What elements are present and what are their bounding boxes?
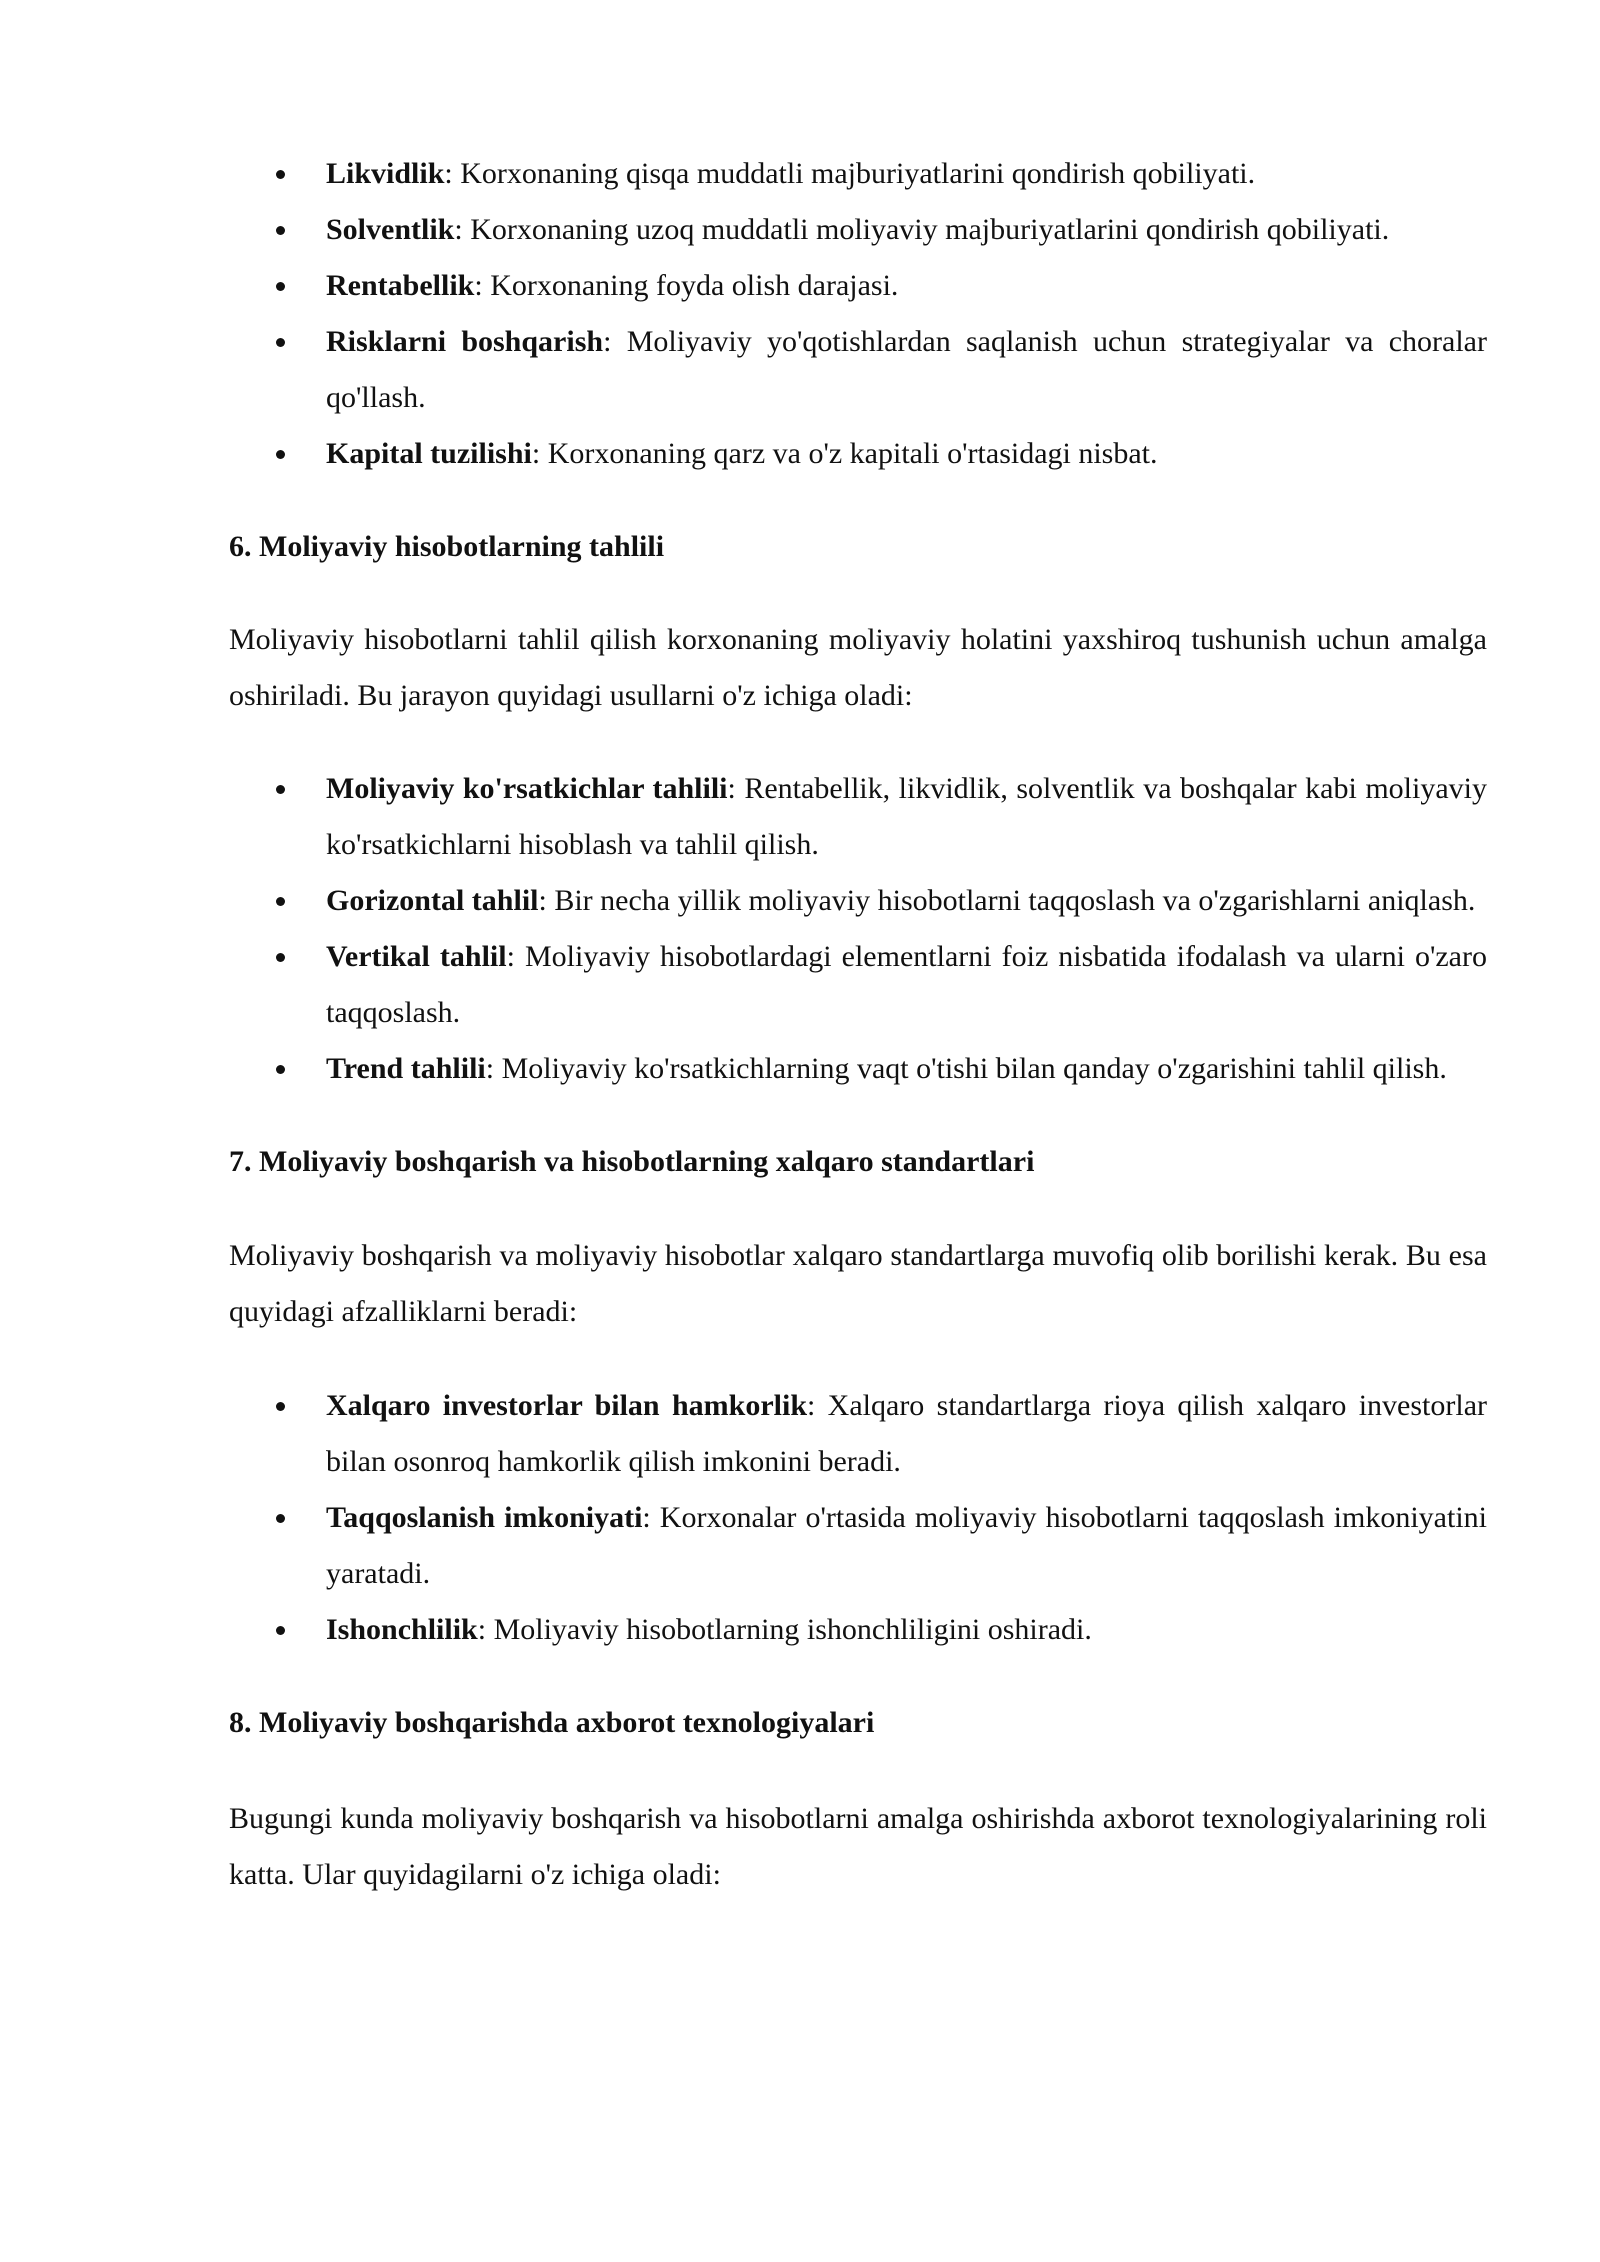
bullet-list-benefits (229, 1378, 1487, 1658)
list-item (229, 314, 1487, 426)
term: Kapital tuzilishi (326, 437, 532, 470)
bullet-list-analysis (229, 761, 1487, 1097)
section-7-intro: Moliyaviy boshqarish va moliyaviy hisobotlar xalqaro standartlarga muvofiq olib borilishi kerak. Bu esa quyidagi afzalliklarni beradi: (229, 1239, 1487, 1328)
list-item (229, 1490, 1487, 1602)
section-6-heading: 6. Moliyaviy hisobotlarning tahlili (229, 530, 665, 563)
bullet-icon (276, 1402, 285, 1411)
list-item (229, 873, 1487, 929)
bullet-list-ratios (229, 146, 1487, 482)
term: Solventlik (326, 213, 455, 246)
list-item (229, 1041, 1487, 1097)
list-item (229, 426, 1487, 482)
term: Trend tahlili (326, 1052, 486, 1085)
bullet-icon (276, 282, 285, 291)
definition: : Korxonaning uzoq muddatli moliyaviy majburiyatlarini qondirish qobiliyati. (454, 213, 1390, 246)
definition: : Korxonaning qisqa muddatli majburiyatlarini qondirish qobiliyati. (444, 157, 1256, 190)
section-8-heading: 8. Moliyaviy boshqarishda axborot texnologiyalari (229, 1706, 875, 1739)
list-item (229, 1602, 1487, 1658)
bullet-icon (276, 1514, 285, 1523)
definition: : Moliyaviy ko'rsatkichlarning vaqt o'tishi bilan qanday o'zgarishini tahlil qilish. (485, 1052, 1447, 1085)
bullet-icon (276, 953, 285, 962)
term: Moliyaviy ko'rsatkichlar tahlili (326, 772, 728, 805)
definition: : Rentabellik, likvidlik, solventlik va boshqalar kabi moliyaviy ko'rsatkichlarni hisoblash va tahlil qilish. (326, 772, 1487, 861)
bullet-icon (276, 450, 285, 459)
bullet-icon (276, 1626, 285, 1635)
list-item (229, 929, 1487, 1041)
term: Gorizontal tahlil (326, 884, 539, 917)
term: Risklarni boshqarish (326, 325, 604, 358)
list-item (229, 258, 1487, 314)
list-item (229, 1378, 1487, 1490)
definition: : Moliyaviy hisobotlarning ishonchliligini oshiradi. (477, 1613, 1092, 1646)
definition: : Korxonalar o'rtasida moliyaviy hisobotlarni taqqoslash imkoniyatini yaratadi. (326, 1501, 1487, 1590)
term: Vertikal tahlil (326, 940, 507, 973)
term: Ishonchlilik (326, 1613, 478, 1646)
definition: : Bir necha yillik moliyaviy hisobotlarni taqqoslash va o'zgarishlarni aniqlash. (538, 884, 1476, 917)
document-page (229, 146, 1487, 1903)
list-item (229, 761, 1487, 873)
term: Taqqoslanish imkoniyati (326, 1501, 643, 1534)
definition: : Moliyaviy yo'qotishlardan saqlanish uchun strategiyalar va choralar qo'llash. (326, 325, 1487, 414)
definition: : Korxonaning foyda olish darajasi. (474, 269, 899, 302)
definition: : Xalqaro standartlarga rioya qilish xalqaro investorlar bilan osonroq hamkorlik qilish imkonini beradi. (326, 1389, 1487, 1478)
term: Xalqaro investorlar bilan hamkorlik (326, 1389, 807, 1422)
section-6-intro: Moliyaviy hisobotlarni tahlil qilish korxonaning moliyaviy holatini yaxshiroq tushunish uchun amalga oshiriladi. Bu jarayon quyidagi usullarni o'z ichiga oladi: (229, 623, 1487, 712)
bullet-icon (276, 897, 285, 906)
bullet-icon (276, 226, 285, 235)
list-item (229, 202, 1487, 258)
bullet-icon (276, 338, 285, 347)
section-7-heading: 7. Moliyaviy boshqarish va hisobotlarning xalqaro standartlari (229, 1145, 1035, 1178)
term: Rentabellik (326, 269, 475, 302)
definition: : Moliyaviy hisobotlardagi elementlarni foiz nisbatida ifodalash va ularni o'zaro taqqoslash. (326, 940, 1487, 1029)
bullet-icon (276, 1065, 285, 1074)
bullet-icon (276, 785, 285, 794)
definition: : Korxonaning qarz va o'z kapitali o'rtasidagi nisbat. (531, 437, 1158, 470)
list-item (229, 146, 1487, 202)
bullet-icon (276, 170, 285, 179)
term: Likvidlik (326, 157, 445, 190)
section-8-intro: Bugungi kunda moliyaviy boshqarish va hisobotlarni amalga oshirishda axborot texnologiyalarining roli katta. Ular quyidagilarni o'z ichiga oladi: (229, 1802, 1487, 1891)
